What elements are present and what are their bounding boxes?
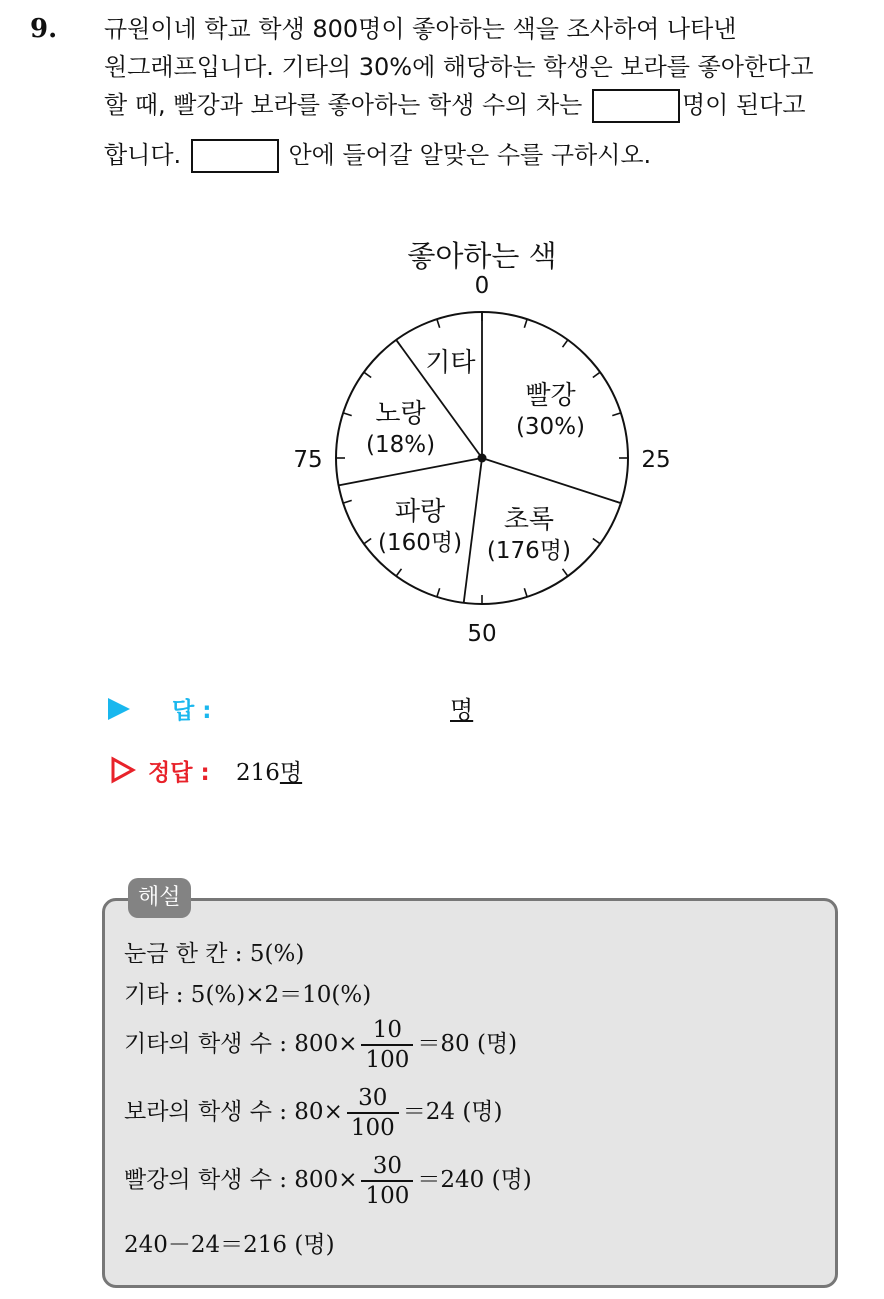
pie-tick — [563, 569, 568, 576]
pie-tick — [396, 569, 401, 576]
solution-line-5-suffix: ＝240 (명) — [417, 1167, 532, 1193]
correct-answer-row — [108, 750, 708, 790]
play-arrow-icon — [108, 698, 130, 720]
pie-tick — [593, 539, 600, 544]
solution-line-3 — [124, 1016, 517, 1074]
pie-tick — [364, 372, 371, 377]
solution-line-5 — [124, 1152, 532, 1210]
pie-tick — [524, 588, 527, 597]
slice-label: (18%) — [366, 431, 436, 458]
slice-boundary — [464, 458, 482, 603]
question-line-4-start: 합니다. — [104, 141, 182, 169]
pie-tick — [364, 539, 371, 544]
fraction-denominator: 100 — [365, 1047, 410, 1073]
question-line-3-end: 명이 된다고 — [681, 91, 806, 119]
pie-tick — [563, 340, 568, 347]
pie-center-dot — [478, 454, 487, 463]
scale-label: 25 — [641, 447, 671, 473]
slice-label: (160명) — [377, 529, 463, 556]
fraction-numerator: 30 — [347, 1084, 399, 1114]
slice-name: 초록 — [503, 504, 555, 535]
slice-label: (176명) — [486, 537, 571, 564]
fraction-denominator: 100 — [365, 1183, 410, 1209]
question-line-2: 원그래프입니다. 기타의 30%에 해당하는 학생은 보라를 좋아한다고 — [104, 53, 814, 81]
solution-line-4-suffix: ＝24 (명) — [402, 1099, 503, 1125]
pie-tick — [343, 413, 352, 416]
question-line-4-end: 안에 들어갈 알맞은 수를 구하시오. — [288, 141, 652, 169]
fraction-numerator: 30 — [361, 1152, 413, 1182]
chart-title: 좋아하는 색 — [407, 239, 557, 273]
question-line-3-start: 할 때, 빨강과 보라를 좋아하는 학생 수의 차는 — [104, 91, 583, 119]
slice-boundary — [339, 458, 482, 485]
pie-tick — [437, 588, 440, 597]
question-line-1: 규원이네 학교 학생 800명이 좋아하는 색을 조사하여 나타낸 — [104, 15, 737, 43]
pie-tick — [593, 372, 600, 377]
solution-line-2: 기타 : 5(%)×2＝10(%) — [124, 982, 372, 1008]
correct-answer-value — [236, 754, 302, 787]
correct-answer-label: 정답 : — [148, 760, 210, 786]
slice-name: 빨강 — [525, 381, 576, 412]
answer-label: 답 : — [172, 698, 212, 724]
answer-unit: 명 — [450, 696, 474, 724]
pie-tick — [612, 413, 621, 416]
pie-tick — [343, 500, 352, 503]
solution-line-3-suffix: ＝80 (명) — [417, 1031, 518, 1057]
fraction-denominator: 100 — [350, 1115, 395, 1141]
fraction — [347, 1084, 399, 1142]
solution-line-3-prefix: 기타의 학생 수 : 800× — [124, 1031, 358, 1057]
slice-name: 노랑 — [375, 398, 426, 429]
solution-badge: 해설 — [128, 878, 191, 918]
pie-tick — [524, 319, 527, 328]
fraction — [361, 1016, 413, 1074]
pie-tick — [437, 319, 440, 328]
scale-label: 75 — [293, 447, 323, 473]
slice-name: 파랑 — [394, 496, 446, 527]
slice-name: 기타 — [425, 347, 476, 378]
fraction-numerator: 10 — [361, 1016, 413, 1046]
solution-line-5-prefix: 빨강의 학생 수 : 800× — [124, 1167, 358, 1193]
correct-answer-unit: 명 — [279, 760, 303, 786]
slice-boundary — [482, 458, 621, 503]
solution-line-1: 눈금 한 칸 : 5(%) — [124, 941, 305, 967]
solution-line-4-prefix: 보라의 학생 수 : 80× — [124, 1099, 343, 1125]
question-number: 9. — [30, 14, 58, 44]
correct-answer-number: 216 — [236, 760, 280, 786]
solution-line-6: 240－24＝216 (명) — [124, 1232, 335, 1258]
answer-row — [108, 688, 708, 728]
slice-label: (30%) — [515, 414, 586, 441]
fraction — [361, 1152, 413, 1210]
solution-line-4 — [124, 1084, 503, 1142]
hollow-arrow-icon — [110, 756, 136, 784]
scale-label: 0 — [474, 273, 490, 299]
scale-label: 50 — [467, 621, 497, 647]
